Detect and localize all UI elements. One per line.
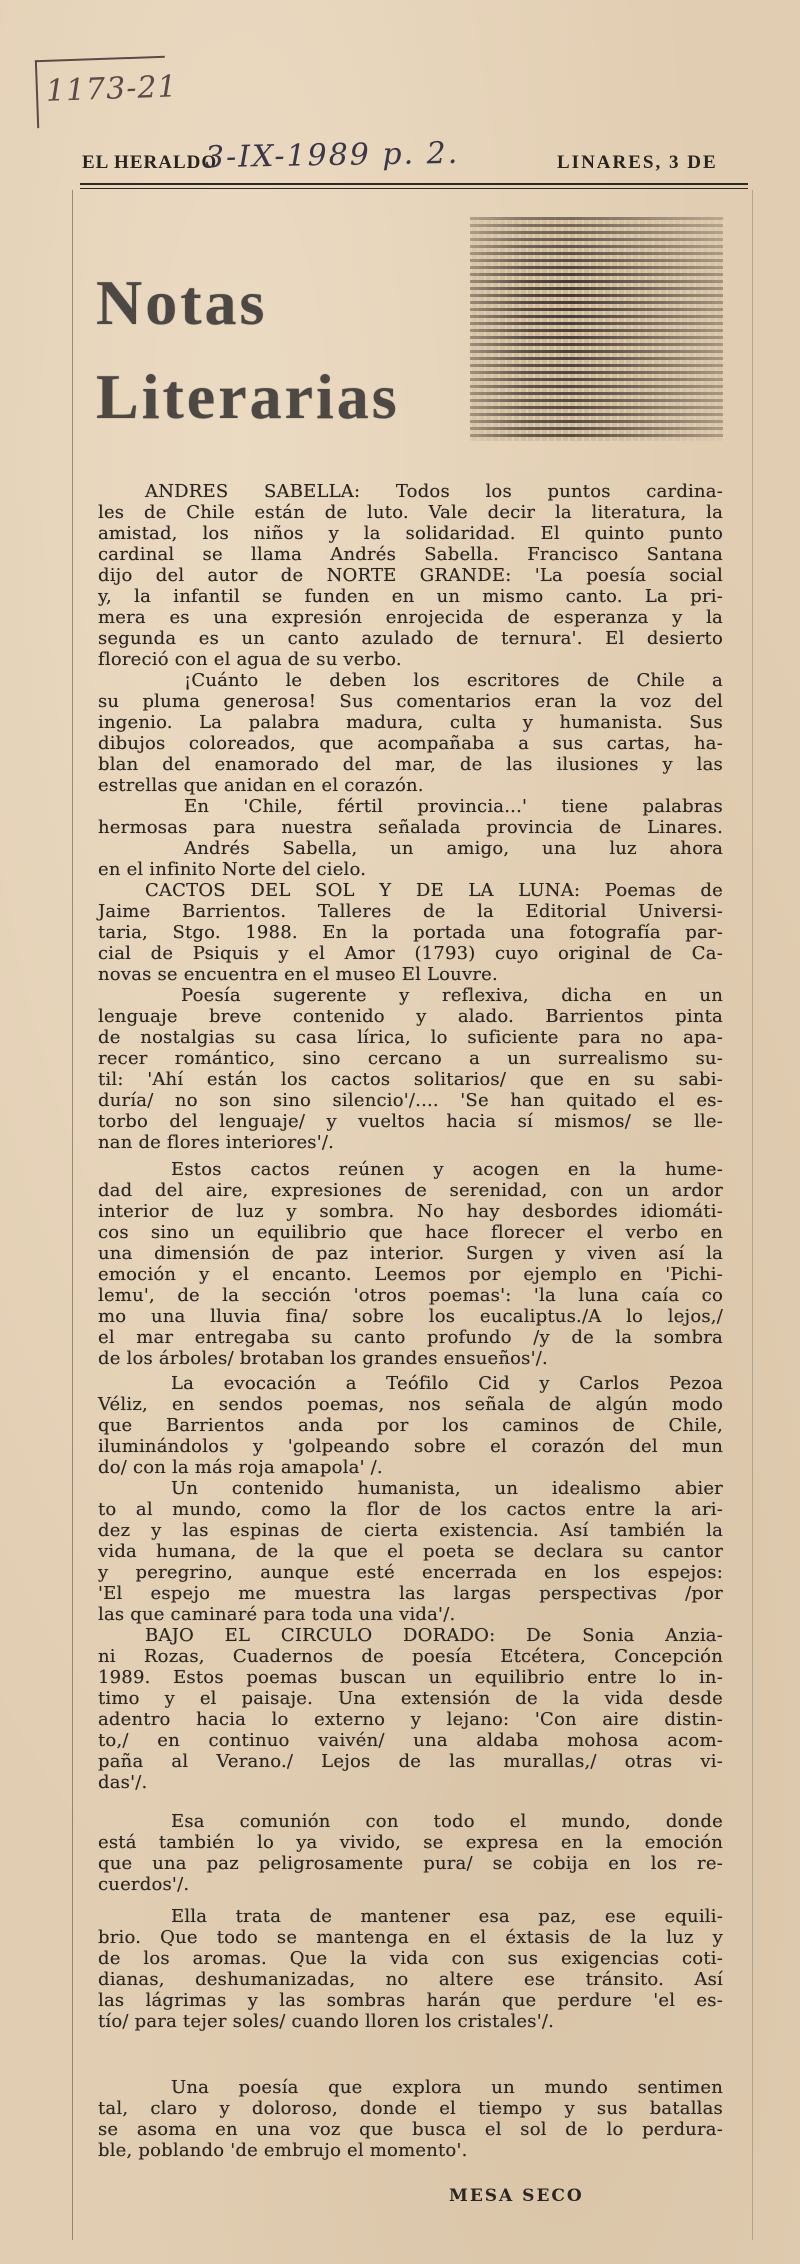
author-signature: MESA SECO: [449, 2186, 584, 2206]
text-line: floreció con el agua de su verbo.: [98, 649, 402, 670]
text-line: taria, Stgo. 1988. En la portada una fotografía par-: [98, 922, 723, 943]
text-line: se asoma en una voz que busca el sol de lo perdura-: [98, 2119, 723, 2140]
text-line: iluminándolos y 'golpeando sobre el corazón del mun: [98, 1436, 723, 1457]
clipping-edge-left: [72, 190, 73, 2240]
text-line: Una poesía que explora un mundo sentimen: [171, 2077, 723, 2098]
text-line: dibujos coloreados, que acompañaba a sus cartas, ha-: [98, 733, 723, 754]
paragraph: [98, 2077, 723, 2161]
text-line: cuerdos'/.: [98, 1874, 190, 1895]
paragraph: [98, 838, 723, 880]
paragraph: [98, 796, 723, 838]
text-line: vida humana, de la que el poeta se declara su cantor: [98, 1541, 723, 1562]
text-line: La evocación a Teófilo Cid y Carlos Pezoa: [171, 1373, 723, 1394]
text-line: nan de flores interiores'/.: [98, 1132, 335, 1153]
text-line: cos sino un equilibrio que hace florecer el verbo en: [98, 1222, 723, 1243]
paragraph: [98, 1478, 723, 1625]
text-line: estrellas que anidan en el corazón.: [98, 775, 424, 796]
text-line: les de Chile están de luto. Vale decir la literatura, la: [98, 502, 723, 523]
text-line: y peregrino, aunque esté encerrada en los espejos:: [98, 1562, 723, 1583]
text-line: ni Rozas, Cuadernos de poesía Etcétera, Concepción: [98, 1646, 723, 1667]
text-line: que Barrientos anda por los caminos de Chile,: [98, 1415, 723, 1436]
text-line: que una paz peligrosamente pura/ se cobija en los re-: [98, 1853, 723, 1874]
text-line: las que caminaré para toda una vida'/.: [98, 1604, 456, 1625]
text-line: de los aromas. Que la vida con sus exigencias coti-: [98, 1948, 723, 1969]
dateline: LINARES, 3 DE: [557, 152, 718, 173]
paragraph: [98, 670, 723, 796]
text-line: paña al Verano./ Lejos de las murallas,/ otras vi-: [98, 1751, 723, 1772]
text-line: das'/.: [98, 1772, 148, 1793]
text-line: hermosas para nuestra señalada provincia de Linares.: [98, 817, 723, 838]
text-line: CACTOS DEL SOL Y DE LA LUNA: Poemas de: [145, 880, 723, 901]
text-line: recer romántico, sino cercano a un surrealismo su-: [98, 1048, 723, 1069]
text-line: dez y las espinas de cierta existencia. Así también la: [98, 1520, 723, 1541]
text-line: Esa comunión con todo el mundo, donde: [171, 1811, 723, 1832]
paragraph: [98, 1373, 723, 1478]
text-line: dad del aire, expresiones de serenidad, con un ardor: [98, 1180, 723, 1201]
text-line: segunda es un canto azulado de ternura'. El desierto: [98, 628, 723, 649]
text-line: 1989. Estos poemas buscan un equilibrio entre lo in-: [98, 1667, 723, 1688]
text-line: Andrés Sabella, un amigo, una luz ahora: [184, 838, 723, 859]
archive-code: 1173-21: [45, 69, 179, 109]
text-line: mera es una expresión enrojecida de esperanza y la: [98, 607, 723, 628]
text-line: lenguaje breve contenido y alado. Barrientos pinta: [98, 1006, 723, 1027]
paragraph: [98, 985, 723, 1153]
text-line: Un contenido humanista, un idealismo abier: [171, 1478, 723, 1499]
text-line: cardinal se llama Andrés Sabella. Francisco Santana: [98, 544, 723, 565]
paragraph: [98, 1159, 723, 1369]
newspaper-name: EL HERALDO: [82, 152, 218, 173]
text-line: las lágrimas y las sombras harán que perdure 'el es-: [98, 1990, 723, 2011]
text-line: mo una lluvia fina/ sobre los eucaliptus./A lo lejos,/: [98, 1306, 723, 1327]
text-line: En 'Chile, fértil provincia...' tiene palabras: [184, 796, 723, 817]
text-line: dijo del autor de NORTE GRANDE: 'La poesía social: [98, 565, 723, 586]
text-line: amistad, los niños y la solidaridad. El quinto punto: [98, 523, 723, 544]
text-line: do/ con la más roja amapola' /.: [98, 1457, 383, 1478]
archive-annotation: [35, 56, 179, 128]
paragraph: [98, 481, 723, 670]
text-line: tal, claro y doloroso, donde el tiempo y sus batallas: [98, 2098, 723, 2119]
text-line: su pluma generosa! Sus comentarios eran la voz del: [98, 691, 723, 712]
text-line: Véliz, en sendos poemas, nos señala de algún modo: [98, 1394, 723, 1415]
text-line: ble, poblando 'de embrujo el momento'.: [98, 2140, 468, 2161]
column-title-line-2: Literarias: [96, 361, 400, 432]
text-line: tío/ para tejer soles/ cuando lloren los cristales'/.: [98, 2011, 555, 2032]
text-line: interior de luz y sombra. No hay desbordes idiomáti-: [98, 1201, 723, 1222]
text-line: timo y el paisaje. Una extensión de la vida desde: [98, 1688, 723, 1709]
text-line: to,/ en continuo vaivén/ una aldaba mohosa acom-: [98, 1730, 723, 1751]
text-line: Ella trata de mantener esa paz, ese equili-: [171, 1906, 723, 1927]
text-line: y, la infantil se funden en un mismo canto. La pri-: [98, 586, 723, 607]
text-line: 'El espejo me muestra las largas perspectivas /por: [98, 1583, 723, 1604]
masthead-rule: [80, 183, 748, 189]
handwritten-date: 3-IX-1989 p. 2.: [204, 135, 460, 176]
text-line: ¡Cuánto le deben los escritores de Chile a: [184, 670, 723, 691]
column-title-line-1: Notas: [96, 267, 268, 338]
text-line: el mar entregaba su canto profundo /y de la sombra: [98, 1327, 723, 1348]
text-line: Poesía sugerente y reflexiva, dicha en un: [181, 985, 723, 1006]
text-line: cial de Psiquis y el Amor (1793) cuyo original de Ca-: [98, 943, 723, 964]
paragraph: [98, 1625, 723, 1793]
text-line: brio. Que todo se mantenga en el éxtasis de la luz y: [98, 1927, 723, 1948]
text-line: lemu', de la sección 'otros poemas': 'la luna caía co: [98, 1285, 723, 1306]
text-line: Estos cactos reúnen y acogen en la hume-: [171, 1159, 723, 1180]
text-line: ANDRES SABELLA: Todos los puntos cardina-: [145, 481, 723, 502]
paragraph: [98, 1811, 723, 1895]
paragraph: [98, 1906, 723, 2032]
text-line: to al mundo, como la flor de los cactos entre la ari-: [98, 1499, 723, 1520]
text-line: novas se encuentra en el museo El Louvre.: [98, 964, 498, 985]
paragraph: [98, 880, 723, 985]
article-body: [98, 481, 723, 2207]
text-line: duría/ no son sino silencio'/.... 'Se han quitado el es-: [98, 1090, 723, 1111]
text-line: BAJO EL CIRCULO DORADO: De Sonia Anzia-: [145, 1625, 723, 1646]
text-line: está también lo ya vivido, se expresa en la emoción: [98, 1832, 723, 1853]
text-line: emoción y el encanto. Leemos por ejemplo en 'Pichi-: [98, 1264, 723, 1285]
text-line: dianas, deshumanizadas, no altere ese tránsito. Así: [98, 1969, 723, 1990]
text-line: til: 'Ahí están los cactos solitarios/ que en su sabi-: [98, 1069, 723, 1090]
text-line: ingenio. La palabra madura, culta y humanista. Sus: [98, 712, 723, 733]
text-line: Jaime Barrientos. Talleres de la Editorial Universi-: [98, 901, 723, 922]
text-line: una dimensión de paz interior. Surgen y viven así la: [98, 1243, 723, 1264]
text-line: de los árboles/ brotaban los grandes ensueños'/.: [98, 1348, 548, 1369]
text-line: adentro hacia lo externo y lejano: 'Con aire distin-: [98, 1709, 723, 1730]
halftone-photo: [470, 217, 723, 441]
clipping-edge-right: [752, 190, 753, 2240]
text-line: torbo del lenguaje/ y vueltos hacia sí mismos/ se lle-: [98, 1111, 723, 1132]
text-line: en el infinito Norte del cielo.: [98, 859, 367, 880]
text-line: de nostalgias su casa lírica, lo suficiente para no apa-: [98, 1027, 723, 1048]
text-line: blan del enamorado del mar, de las ilusiones y las: [98, 754, 723, 775]
